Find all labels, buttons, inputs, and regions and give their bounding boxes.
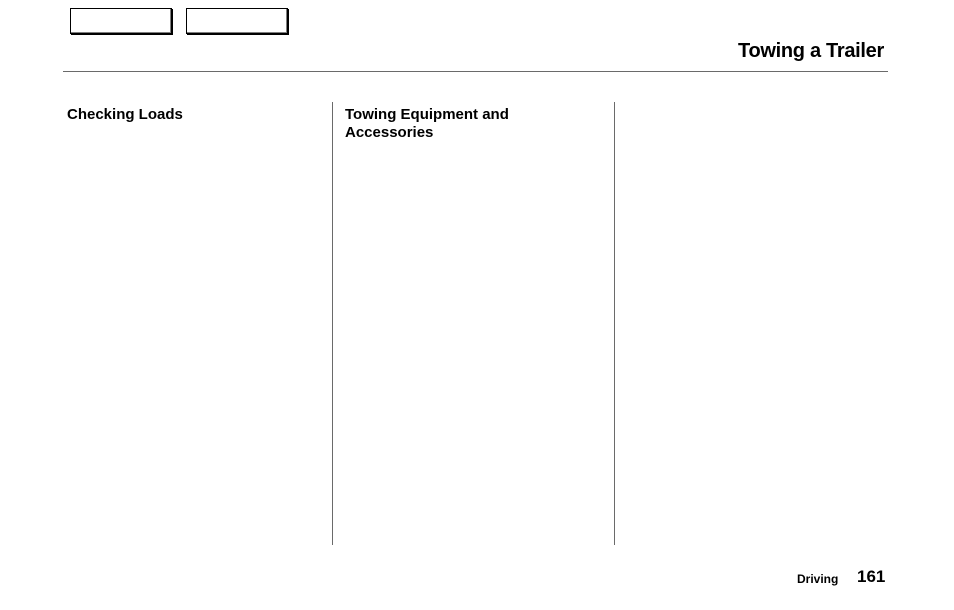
nav-button-previous[interactable]	[70, 8, 172, 34]
footer-section-label: Driving	[797, 572, 839, 586]
header-divider	[63, 71, 888, 72]
nav-button-next[interactable]	[186, 8, 288, 34]
section-heading-checking-loads: Checking Loads	[67, 106, 183, 123]
section-heading-towing-equipment: Towing Equipment and Accessories	[345, 106, 509, 141]
column-divider-right	[614, 102, 615, 545]
column-divider-left	[332, 102, 333, 545]
page-title: Towing a Trailer	[738, 40, 884, 62]
page-number: 161	[857, 567, 886, 586]
